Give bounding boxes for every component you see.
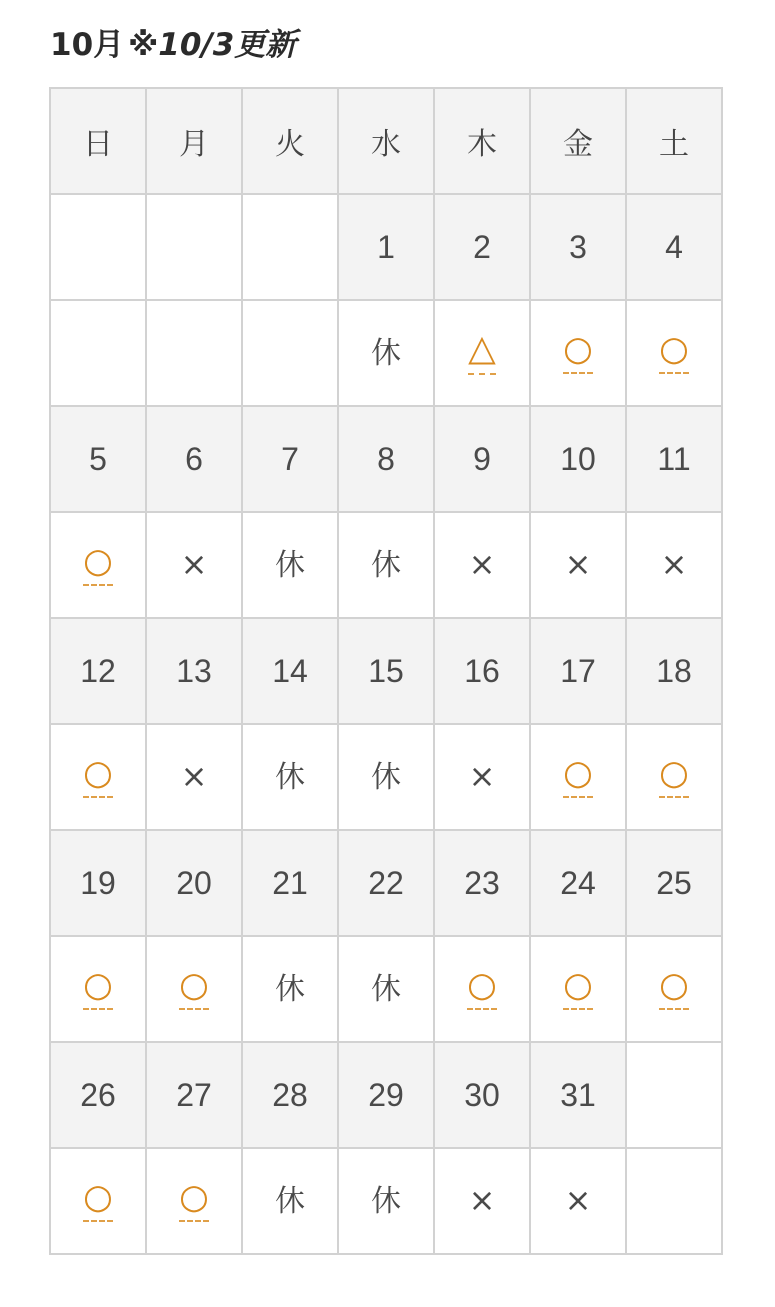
status-cell [338, 300, 434, 406]
date-cell: 28 [242, 1042, 338, 1148]
date-cell: 7 [242, 406, 338, 512]
update-note: ※10/3更新 [128, 27, 297, 63]
weekday-sun: 日 [50, 88, 146, 194]
date-cell: 15 [338, 618, 434, 724]
date-row [50, 618, 722, 724]
weekday-fri: 金 [530, 88, 626, 194]
status-cell [50, 512, 146, 618]
status-closed: 休 [371, 336, 401, 371]
status-closed: 休 [275, 1184, 305, 1219]
date-cell: 13 [146, 618, 242, 724]
status-cell [146, 724, 242, 830]
status-cell [434, 936, 530, 1042]
status-full: × [564, 1181, 592, 1219]
status-cell [530, 512, 626, 618]
status-full: × [180, 757, 208, 795]
status-few: △ [468, 331, 496, 375]
status-available: ○ [467, 968, 497, 1010]
date-cell: 21 [242, 830, 338, 936]
status-cell [242, 724, 338, 830]
status-full: × [660, 545, 688, 583]
empty-cell [626, 1148, 722, 1254]
status-cell [434, 300, 530, 406]
date-cell: 24 [530, 830, 626, 936]
status-available: ○ [563, 756, 593, 798]
status-available: ○ [83, 1180, 113, 1222]
date-cell: 6 [146, 406, 242, 512]
status-cell [242, 1148, 338, 1254]
empty-cell [626, 1042, 722, 1148]
date-cell: 4 [626, 194, 722, 300]
date-cell: 19 [50, 830, 146, 936]
status-closed: 休 [371, 760, 401, 795]
date-cell: 11 [626, 406, 722, 512]
status-cell [338, 1148, 434, 1254]
status-cell [338, 512, 434, 618]
status-available: ○ [83, 756, 113, 798]
status-closed: 休 [371, 972, 401, 1007]
date-cell: 8 [338, 406, 434, 512]
empty-cell [146, 194, 242, 300]
status-cell [242, 936, 338, 1042]
date-cell: 2 [434, 194, 530, 300]
status-row [50, 512, 722, 618]
empty-cell [242, 194, 338, 300]
status-cell [530, 1148, 626, 1254]
date-row [50, 406, 722, 512]
date-cell: 20 [146, 830, 242, 936]
status-available: ○ [659, 332, 689, 374]
status-closed: 休 [275, 972, 305, 1007]
status-closed: 休 [371, 1184, 401, 1219]
weekday-mon: 月 [146, 88, 242, 194]
empty-cell [50, 194, 146, 300]
status-cell [146, 936, 242, 1042]
date-cell: 18 [626, 618, 722, 724]
weekday-sat: 土 [626, 88, 722, 194]
status-row [50, 300, 722, 406]
status-full: × [468, 757, 496, 795]
date-cell: 5 [50, 406, 146, 512]
status-closed: 休 [275, 548, 305, 583]
status-cell [434, 724, 530, 830]
status-row [50, 936, 722, 1042]
status-available: ○ [659, 756, 689, 798]
empty-cell [146, 300, 242, 406]
status-available: ○ [83, 968, 113, 1010]
calendar-body [50, 194, 722, 1254]
date-cell: 10 [530, 406, 626, 512]
date-cell: 1 [338, 194, 434, 300]
month-label: 10月 [50, 27, 125, 63]
date-row [50, 830, 722, 936]
status-cell [626, 300, 722, 406]
status-cell [242, 512, 338, 618]
status-closed: 休 [371, 548, 401, 583]
status-cell [50, 724, 146, 830]
status-full: × [468, 1181, 496, 1219]
status-full: × [468, 545, 496, 583]
status-full: × [180, 545, 208, 583]
status-cell [50, 936, 146, 1042]
date-cell: 31 [530, 1042, 626, 1148]
status-cell [50, 1148, 146, 1254]
status-full: × [564, 545, 592, 583]
status-cell [530, 724, 626, 830]
date-row [50, 1042, 722, 1148]
date-cell: 12 [50, 618, 146, 724]
date-cell: 22 [338, 830, 434, 936]
status-available: ○ [563, 968, 593, 1010]
calendar-title [50, 20, 296, 70]
status-cell [434, 512, 530, 618]
status-cell [338, 724, 434, 830]
date-cell: 14 [242, 618, 338, 724]
weekday-wed: 水 [338, 88, 434, 194]
weekday-header-row [50, 88, 722, 194]
status-cell [146, 1148, 242, 1254]
date-cell: 9 [434, 406, 530, 512]
status-available: ○ [179, 968, 209, 1010]
status-cell [626, 936, 722, 1042]
date-cell: 23 [434, 830, 530, 936]
date-cell: 3 [530, 194, 626, 300]
date-cell: 26 [50, 1042, 146, 1148]
date-cell: 27 [146, 1042, 242, 1148]
status-closed: 休 [275, 760, 305, 795]
status-cell [626, 512, 722, 618]
status-row [50, 724, 722, 830]
status-available: ○ [83, 544, 113, 586]
status-cell [338, 936, 434, 1042]
weekday-thu: 木 [434, 88, 530, 194]
status-cell [530, 936, 626, 1042]
status-cell [530, 300, 626, 406]
status-cell [434, 1148, 530, 1254]
date-row [50, 194, 722, 300]
status-cell [146, 512, 242, 618]
status-row [50, 1148, 722, 1254]
status-available: ○ [563, 332, 593, 374]
status-available: ○ [659, 968, 689, 1010]
date-cell: 17 [530, 618, 626, 724]
empty-cell [242, 300, 338, 406]
date-cell: 29 [338, 1042, 434, 1148]
date-cell: 30 [434, 1042, 530, 1148]
date-cell: 16 [434, 618, 530, 724]
status-available: ○ [179, 1180, 209, 1222]
empty-cell [50, 300, 146, 406]
weekday-tue: 火 [242, 88, 338, 194]
date-cell: 25 [626, 830, 722, 936]
availability-calendar [49, 87, 723, 1255]
status-cell [626, 724, 722, 830]
